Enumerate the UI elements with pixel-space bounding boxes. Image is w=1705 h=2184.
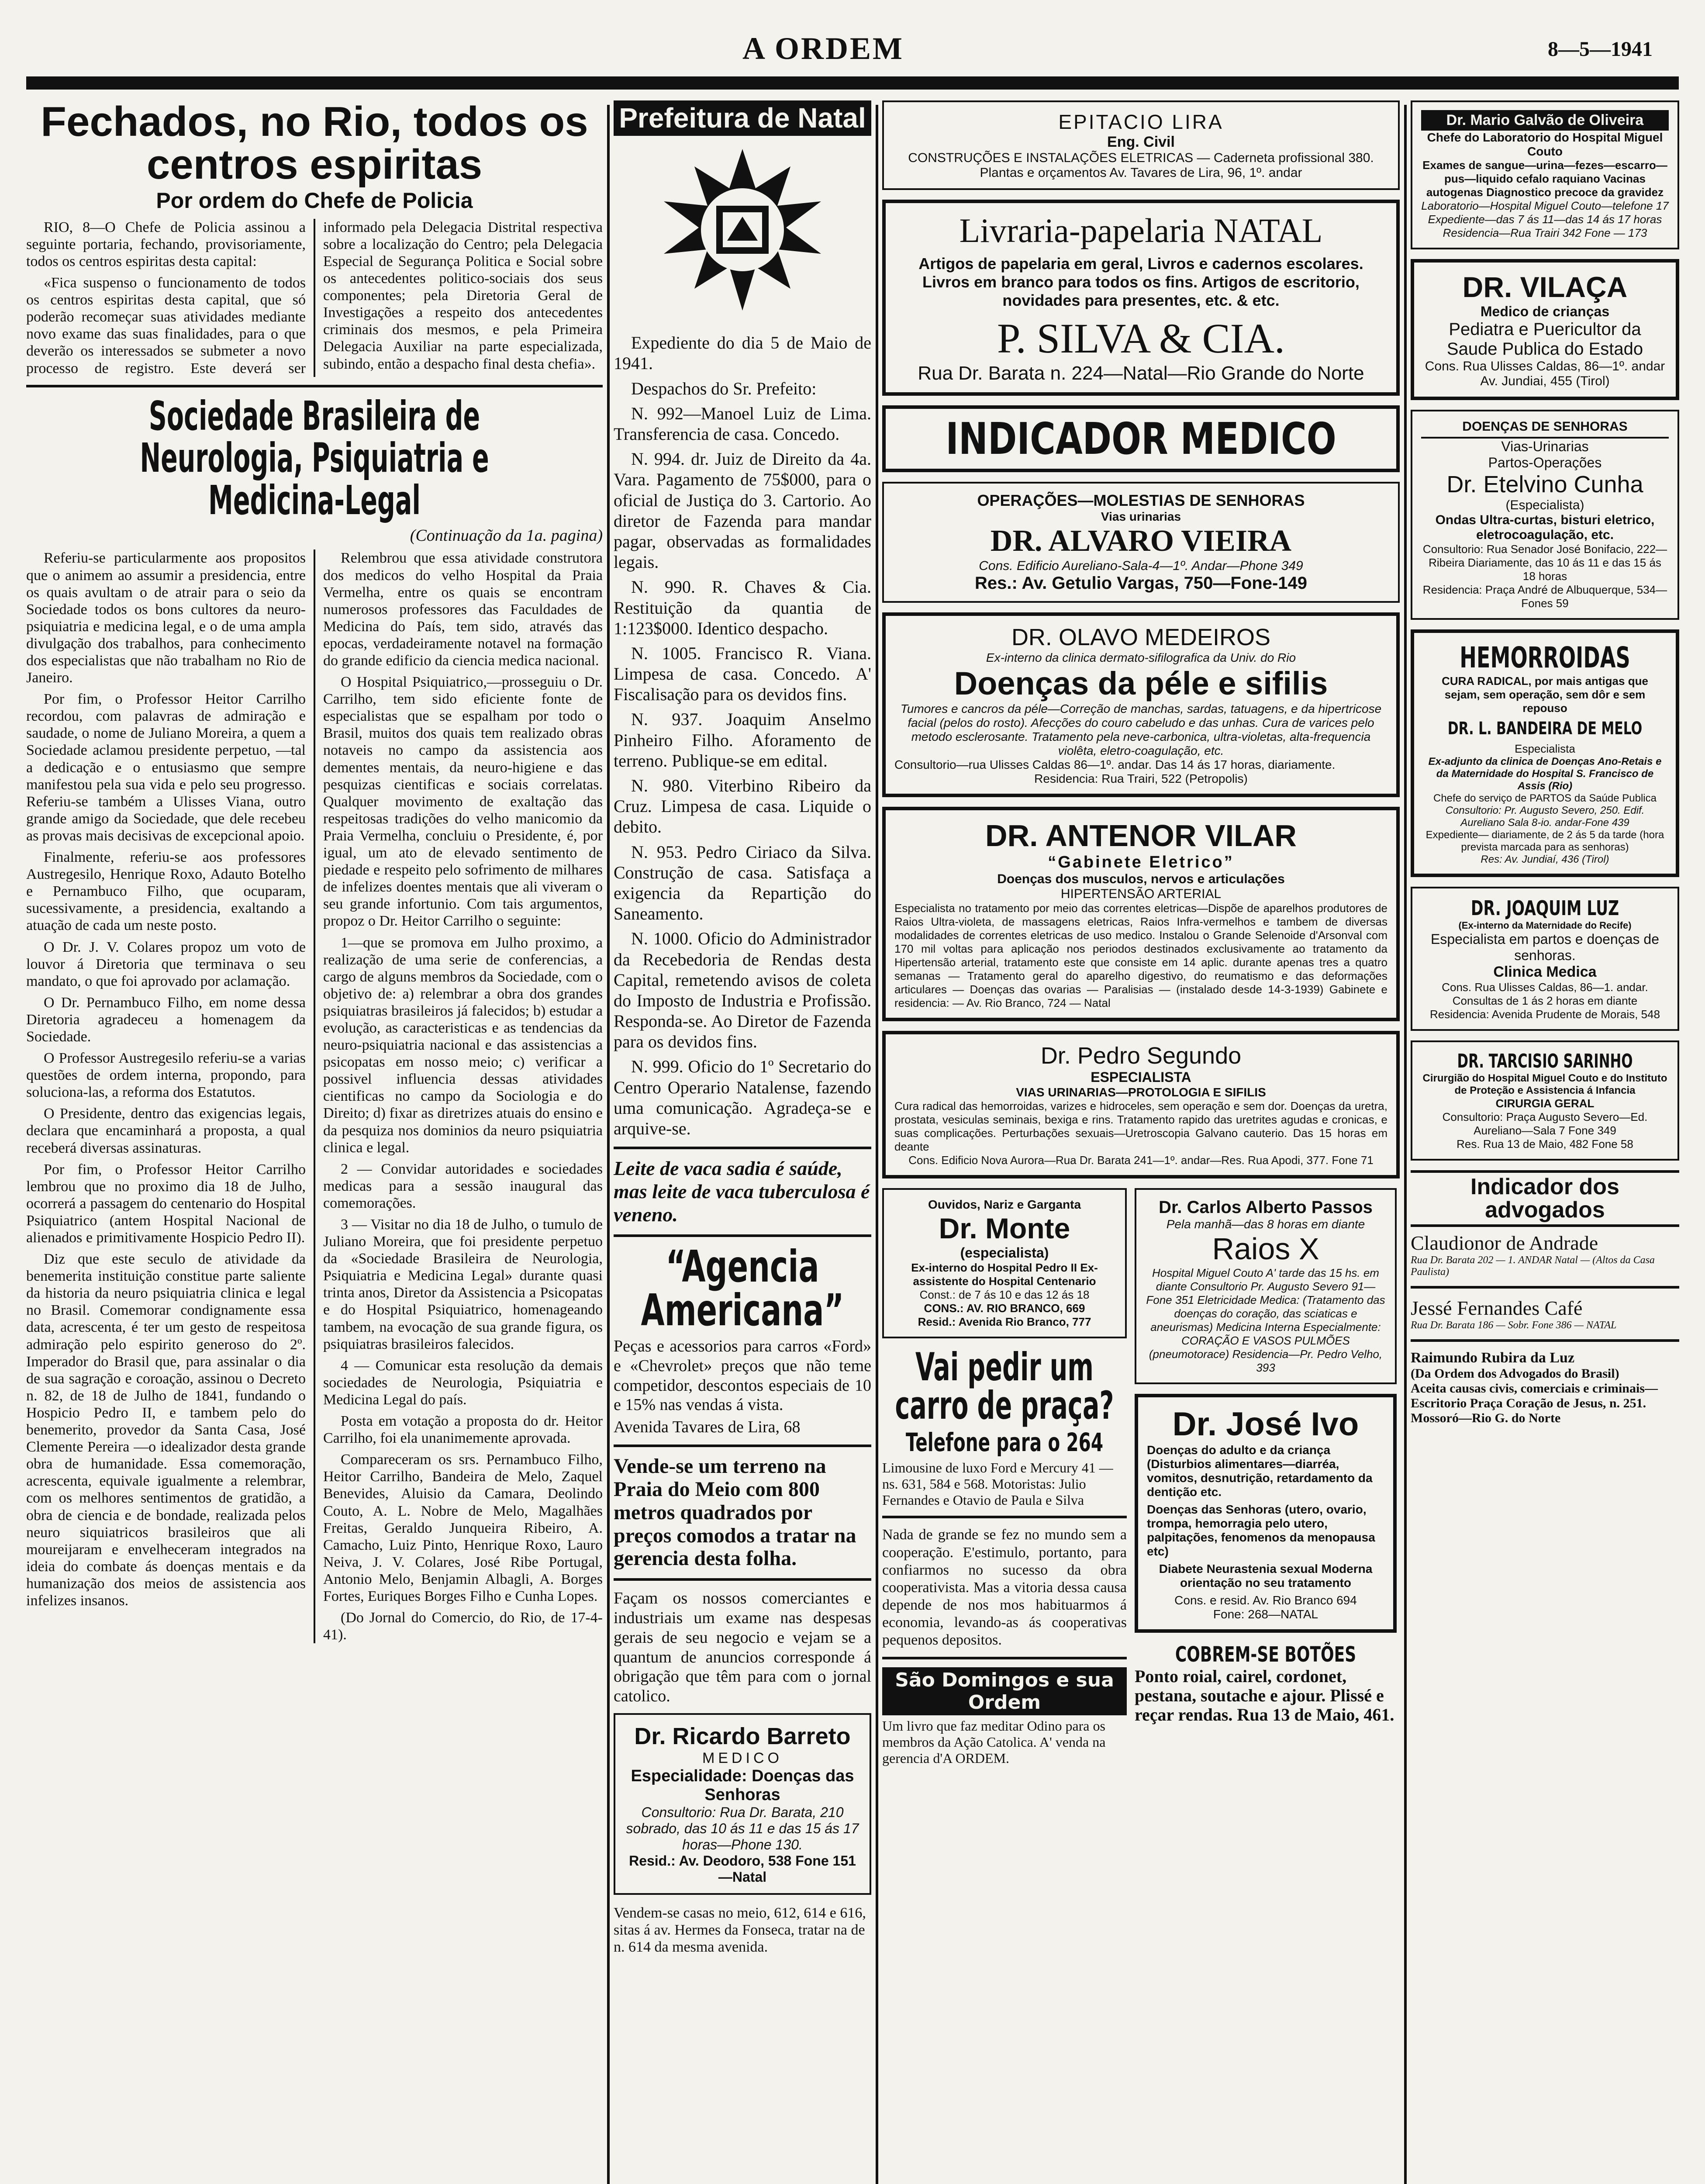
doctor-spec: Partos-Operações [1488, 455, 1602, 470]
despacho-item: N. 1005. Francisco R. Viana. Limpesa de casa. Concedo. A' Fiscalisação para os devidos fins. [614, 643, 871, 705]
oliveira-ad [1411, 100, 1679, 249]
doctor-spec: DOENÇAS DE SENHORAS [1421, 419, 1669, 439]
page-date: 8—5—1941 [1548, 38, 1653, 61]
despachos-label: Despachos do Sr. Prefeito: [631, 378, 817, 398]
section-rule [614, 1234, 871, 1237]
doctor-consult: Cons. e resid. Av. Rio Branco 694 [1174, 1593, 1357, 1607]
vieira-ad [882, 482, 1400, 603]
doctor-name: Dr. Mario Galvão de Oliveira [1421, 110, 1669, 131]
article-paragraph: Relembrou que essa atividade construtora dos medicos do velho Hospital da Praia Vermelha, entre os quais se encontram numerosos professores das Faculdades de Medicina do País, tem sido, através das epocas, verdadeiramente notavel na formação do grande edificio da ciencia medica nacional. [323, 550, 603, 669]
doctor-spec: Clinica Medica [1493, 964, 1597, 980]
despacho-item: N. 1000. Oficio do Administrador da Recebedoria de Rendas desta Capital, remetendo avisos de coleta do Imposto de Industria e Profissão. Responda-se. Ao Diretor de Fazenda para os devidos fins. [614, 929, 871, 1052]
doctor-spec: Pela manhã—das 8 horas em diante [1166, 1217, 1365, 1231]
article-paragraph: Por fim, o Professor Heitor Carrilho lembrou que no proximo dia 18 de Julho, ocorrerá a passagem do centenario do Hospital Psiquiatrico (antem Hospital Nacional de alienados e primitivamente Hospicio Pedro II). [26, 1161, 306, 1246]
lawyer-spec: (Da Ordem dos Advogados do Brasil) [1411, 1366, 1619, 1381]
article-paragraph: Diz que este seculo de atividade da benemerita instituição constitue parte saliente da historia da neuro psiquiatria clinica e legal no Brasil. Comemorar condignamente essa data, acrescenta, é ter um gesto de respeitosa admiração pelo espirito generoso do 2º. Imperador do Brasil que, para assinalar o dia de sua sagração e coroação, assinou o Decreto n. 82, de 18 de Julho de 1841, fundando o Hospicio Pedro II, e tambem pelo do benemerito, provedor da Santa Casa, José Clemente Pereira —o idealizador desta grande obra de humanidade. Essa comemoração, acrescenta, equivale igualmente a relembrar, com os melhores sentimentos de gratidão, a obra de ciencia e de bondade, realizada pelos neuro siquiatricos brasileiros que ali moureijaram e envelheceram integrados na ideia do combate ás doenças mentais e da humanização dos meios de assistencia aos infelizes insanos. [26, 1251, 306, 1609]
cobrem-text: Ponto roial, cairel, cordonet, pestana, soutache e ajour. Plissé e reçar rendas. Rua 13 de Maio, 461. [1135, 1666, 1394, 1724]
doctor-residence: Av. Jundiai, 455 (Tirol) [1480, 374, 1610, 388]
livraria-text: Artigos de papelaria em geral, Livros e cadernos escolares. Livros em branco para todos os fins. Artigos de escritorio, novidades para presentes, etc. & etc. [918, 255, 1363, 309]
carro-phone: Telefone para o 264 [905, 1427, 1104, 1457]
doctor-name: Dr. Pedro Segundo [1040, 1043, 1242, 1069]
article-paragraph: O Dr. J. V. Colares propoz um voto de louvor á Diretoria que terminava o seu mandato, o que foi aprovado por aclamação. [26, 939, 306, 989]
luz-ad [1411, 887, 1679, 1031]
doctor-name: Dr. Ricardo Barreto [634, 1723, 851, 1750]
doctor-spec: Chefe do serviço de PARTOS da Saúde Publica [1433, 792, 1657, 804]
ads-row [882, 1188, 1400, 1766]
column-divider [1404, 105, 1407, 2184]
cooperativa-notice: Nada de grande se fez no mundo sem a cooperação. E'estimulo, portanto, para confiarmos no sucesso da obra cooperativista. Mas a vitoria dessa causa depende de nos mos habituarmos á economia, levando-as ás cooperativas pequenos depositos. [882, 1527, 1127, 1648]
section-rule [882, 1657, 1127, 1659]
article-title: Sociedade Brasileira de Neurologia, Psiquiatria e Medicina-Legal [140, 392, 489, 524]
doctor-spec: Especialista [1515, 742, 1575, 755]
masthead: A ORDEM [742, 31, 904, 66]
doctor-residence: Residencia: Praça André de Albuquerque, 534—Fones 59 [1422, 583, 1667, 610]
article-paragraph: (Do Jornal do Comercio, do Rio, de 17-4-41). [323, 1610, 603, 1643]
doctor-spec: Medico de crianças [1480, 304, 1610, 319]
doctor-spec: MEDICO [702, 1750, 783, 1767]
ad-title: HEMORROIDAS [1460, 641, 1630, 674]
article-paragraph: 2 — Convidar autoridades e sociedades medicas para a sessão inaugural das comemorações. [323, 1161, 603, 1211]
column-divider [876, 105, 878, 2184]
city-emblem-icon [646, 140, 839, 324]
livraria-owner: P. SILVA & CIA. [997, 315, 1285, 362]
doctor-residence: Res. Rua 13 de Maio, 482 Fone 58 [1456, 1137, 1633, 1151]
doctor-residence: Res.: Av. Getulio Vargas, 750—Fone-149 [974, 574, 1307, 593]
doctor-spec: (Ex-interno da Maternidade do Recife) [1458, 920, 1632, 931]
section-rule [882, 1516, 1127, 1518]
vilar-ad [882, 807, 1400, 1021]
prefeitura-body [614, 332, 871, 1139]
despacho-item: N. 990. R. Chaves & Cia. Restituição da quantia de 1:123$000. Identico despacho. [614, 577, 871, 638]
doctor-consult: Cons. Rua Ulisses Caldas, 86—1º. andar [1425, 359, 1665, 373]
doctor-text: CURA RADICAL, por mais antigas que sejam, sem operação, sem dôr e sem repouso [1442, 674, 1648, 715]
article-paragraph: O Presidente, dentro das exigencias legais, declara que encaminhará a proposta, a qual receberá diversas assinaturas. [26, 1106, 306, 1156]
doctor-spec: ESPECIALISTA [1091, 1069, 1191, 1085]
doctor-residence: Res: Av. Jundiaí, 436 (Tirol) [1481, 854, 1609, 865]
doctor-consult: CONS.: AV. RIO BRANCO, 669 [924, 1302, 1085, 1315]
passos-ad [1135, 1188, 1397, 1384]
livraria-name: Livraria-papelaria NATAL [959, 211, 1323, 249]
doctor-text: Diabete Neurastenia sexual Moderna orientação no seu tratamento [1159, 1562, 1373, 1590]
doctor-name: DR. ANTENOR VILAR [985, 819, 1297, 853]
article-paragraph: Por fim, o Professor Heitor Carrilho recordou, com palavras de admiração e saudade, o nome de Juliano Moreira, a quem a Sociedade aclamou presidente perpetuo, —tal a dedicação e o entusiasmo que sempre manifestou pela sua vida e pelo seu progresso. Referiu-se também a Ulisses Viana, outro grande amigo da Sociedade, que dele recebeu as provas mais decisivas de excepcional apoio. [26, 691, 306, 844]
doctor-consult: Consultorio: Rua Dr. Barata, 210 sobrado, das 10 ás 11 e das 15 ás 17 horas—Phone 130. [626, 1804, 859, 1853]
continuation-note: (Continuação da 1a. pagina) [410, 526, 603, 545]
agencia-address: Avenida Tavares de Lira, 68 [614, 1418, 801, 1437]
doctor-hours: Expediente—das 7 ás 11—das 14 ás 17 horas [1428, 213, 1662, 226]
lawyer-address: Mossoró—Rio G. do Norte [1411, 1411, 1561, 1426]
livraria-address: Rua Dr. Barata n. 224—Natal—Rio Grande do Norte [918, 363, 1364, 384]
vilaca-ad [1411, 259, 1679, 400]
doctor-spec: Ex-interno da clinica dermato-sifilografica da Univ. do Rio [986, 651, 1296, 664]
ivo-ad [1135, 1394, 1397, 1633]
doctor-text: Tumores e cancros da péle—Correção de manchas, sardas, tatuagens, e da hipertricose facial (pelos do rosto). Afecções do couro cabeludo e das unhas. Cura de varices pelo metodo esclerosante. Tratamento pela neve-carbonica, ultra-violetas, alta-frequencia violêta, eletro-coagulação, etc. [900, 702, 1382, 757]
article-paragraph: O Dr. Pernambuco Filho, em nome dessa Diretoria agradeceu a homenagem da Sociedade. [26, 994, 306, 1045]
doctor-name: Dr. Carlos Alberto Passos [1159, 1198, 1373, 1217]
domingos-text: Um livro que faz meditar Odino para os membros da Ação Catolica. A' venda na gerencia d'A ORDEM. [882, 1718, 1106, 1766]
section-rule [614, 1444, 871, 1447]
doctor-consult: Cons. Rua Ulisses Caldas, 86—1. andar. Consultas de 1 ás 2 horas em diante [1442, 981, 1648, 1007]
doctor-spec: HIPERTENSÃO ARTERIAL [1060, 887, 1222, 901]
doctors-column [1411, 100, 1679, 2184]
vende-terreno-ad: Vende-se um terreno na Praia do Meio com 800 metros quadrados por preços comodos a tratar na gerencia desta folha. [614, 1455, 856, 1570]
doctor-spec: Cirurgião do Hospital Miguel Couto e do Instituto de Proteção e Assistencia á Infancia [1422, 1072, 1667, 1096]
doctor-text: Doenças do adulto e da criança (Disturbios alimentares—diarréa, vomitos, desnutrição, retardamento da dentição etc. [1147, 1443, 1373, 1499]
doctor-name: DR. VILAÇA [1462, 271, 1628, 303]
lawyer-name: Raimundo Rubira da Luz [1411, 1350, 1575, 1366]
prefeitura-title: Prefeitura de Natal [614, 100, 871, 136]
despacho-item: N. 994. dr. Juiz de Direito da 4a. Vara. Pagamento de 75$000, para o oficial de Justiça do 3. Cartorio. Ao diretor de Fazenda para mandar pagar, observadas as formalidades legais. [614, 449, 871, 572]
doctor-text: Especialista no tratamento por meio das correntes eletricas—Dispõe de aparelhos produtores de Raios Ultra-violeta, de massagens eletricas, Raios Infra-vermelhos e tambem de diversas modalidades de correntes eletricas de uso medico. Instalou o Grande Selenoide d'Arsonval com 170 mil voltas para aplicação nos periodos destinados exclusivamente ao tratamento da Hipertensão arterial, tratamento este que consiste em 14 aplic. durante apenas tres a quatro semanas — Tratamento geral do aparelho digestivo, do reumatismo e das deformações articulares — Doenças das ovarias — Paralisias — (instalado desde 14-3-1939) Gabinete e residencia: — Av. Rio Branco, 724 — Natal [894, 902, 1387, 1009]
doctor-consult: Laboratorio—Hospital Miguel Couto—telefone 17 [1421, 199, 1669, 212]
article-title: Fechados, no Rio, todos os centros espiritas [41, 98, 588, 188]
article-paragraph: O Professor Austregesilo referiu-se a varias questões de ordem interna, propondo, para soluciona-las, a reforma dos Estatutos. [26, 1050, 306, 1101]
doctor-text: Ex-interno do Hospital Pedro II Ex-assistente do Hospital Centenario [911, 1261, 1098, 1288]
vendem-ad: Vendem-se casas no meio, 612, 614 e 616, sitas á av. Hermes da Fonseca, tratar na de n. 614 da mesma avenida. [614, 1905, 866, 1956]
article-body [26, 549, 603, 1643]
doctor-spec: Vias urinarias [1101, 510, 1181, 523]
article-paragraph: Referiu-se particularmente aos propositos que o animem ao assumir a presidencia, entre os quais avultam o de atrair para o seio da Sociedade todos os bons cultores da neuro-psiquiatria e medicina legal, e o de uma ampla divulgação dos trabalhos, para conhecimento dos especialistas que não trabalham no Rio de Janeiro. [26, 550, 306, 686]
doctor-phone: Fone: 268—NATAL [1213, 1607, 1318, 1621]
article-subtitle: Por ordem do Chefe de Policia [156, 188, 473, 213]
doctor-name: DR. L. BANDEIRA DE MELO [1447, 719, 1643, 739]
engineer-text: CONSTRUÇÕES E INSTALAÇÕES ELETRICAS — Caderneta profissional 380. Plantas e orçamentos Av. Tavares de Lira, 96, 1º. andar [908, 151, 1374, 180]
doctor-name: Dr. Etelvino Cunha [1446, 471, 1643, 498]
articles-column [26, 100, 603, 2184]
doctor-name: Dr. José Ivo [1172, 1406, 1359, 1443]
engineer-role: Eng. Civil [1107, 134, 1175, 150]
doctor-name: DR. JOAQUIM LUZ [1470, 896, 1619, 920]
carro-title: Vai pedir um carro de praça? [895, 1344, 1114, 1428]
doctor-spec: Especialista em partos e doenças de senhoras. [1431, 931, 1659, 963]
facam-notice: Façam os nossos comerciantes e industriais um exame nas despesas gerais de seu negocio e vejam se a quantum de anuncios corresponde á obrigação que têm para com o jornal catolico. [614, 1589, 871, 1706]
hemorroidas-ad [1411, 629, 1679, 877]
agencia-americana-ad [614, 1241, 871, 1437]
doctor-text: Doenças das Senhoras (utero, ovario, trompa, hemorragia pelo utero, palpitações, fenomenos da menopausa etc) [1147, 1503, 1375, 1558]
prefeitura-column [614, 100, 871, 2184]
section-rule [614, 1578, 871, 1581]
doctor-consult: Const.: de 7 ás 10 e das 12 ás 18 [919, 1288, 1090, 1301]
doctor-consult: Consultorio—rua Ulisses Caldas 86—1º. andar. Das 14 ás 17 horas, diariamente. [894, 758, 1336, 771]
doctor-spec: Raios X [1212, 1232, 1319, 1266]
medeiros-ad [882, 612, 1400, 797]
doctor-spec: Ex-adjunto da clinica de Doenças Ano-Retais e da Maternidade do Hospital S. Francisco de Assis (Rio) [1428, 756, 1662, 792]
cobrem-title: COBREM-SE BOTÕES [1175, 1642, 1356, 1667]
cunha-ad [1411, 410, 1679, 620]
section-rule [1411, 1286, 1679, 1289]
ads-subcolumn [1135, 1188, 1397, 1766]
doctor-spec: Especialidade: Doenças das Senhoras [631, 1767, 854, 1804]
doctor-residence: Residencia: Rua Trairi, 522 (Petropolis) [1034, 772, 1248, 785]
monte-ad [882, 1188, 1127, 1338]
doctor-name: DR. TARCISIO SARINHO [1457, 1050, 1633, 1072]
engineer-name: EPITACIO LIRA [1058, 111, 1224, 133]
expediente-intro: Expediente do dia 5 de Maio de 1941. [614, 333, 871, 373]
barreto-ad [614, 1713, 871, 1895]
article-paragraph: Compareceram os srs. Pernambuco Filho, Heitor Carrilho, Bandeira de Melo, Zaquel Benevides, Aluisio da Camara, Deolindo Couto, A. L. Nobre de Melo, Magalhães Freitas, Geraldo Junqueira Ribeiro, A. Camacho, Luiz Pinto, Henrique Roxo, Lauro Neiva, J. V. Colares, José Ribe Portugal, Antonio Melo, Benjamin Albagli, A. Borges Fortes, Euriques Borges Filho e Cunha Lopes. [323, 1451, 603, 1604]
doctor-residence: Resid.: Av. Deodoro, 538 Fone 151—Natal [629, 1853, 856, 1885]
doctor-name: DR. OLAVO MEDEIROS [1011, 624, 1271, 650]
article-body [26, 219, 603, 377]
doctor-spec: Ouvidos, Nariz e Garganta [928, 1198, 1081, 1211]
lawyer-address: Rua Dr. Barata 186 — Sobr. Fone 386 — NATAL [1411, 1320, 1617, 1331]
article-paragraph: 1—que se promova em Julho proximo, a realização de uma serie de conferencias, a cargo de alguns membros da Sociedade, com o objetivo de: a) relembrar a obra dos grandes psiquiatras brasileiros já falecidos; b) estudar a evolução, as caracteristicas e as tendencias da neuro-psiquiatria nacional e das assistencias a psicopatas em nosso meio; c) verificar a possivel influencia dessas atividades cientificas no campo da Sociologia e do Direito; d) fixar as diretrizes atuais do ensino e da pesquiza nos dominios da neuro psiquiatria clinica e legal. [323, 934, 603, 1156]
lawyer-name: Claudionor de Andrade [1411, 1232, 1598, 1254]
section-rule [1411, 1339, 1679, 1342]
doctor-text: Cura radical das hemorroidas, varizes e hidroceles, sem operação e sem dor. Doenças da uretra, prostata, vesiculas seminais, bexiga e rins. Tratamento rapido das uretrites agudas e cronicas, e suas complicações. Perturbações sexuais—Uretroscopia Galvano cauterio. Das 15 horas em deante [894, 1099, 1387, 1153]
indicador-medico-title [882, 405, 1400, 472]
doctor-spec: Chefe do Laboratorio do Hospital Miguel Couto [1427, 131, 1663, 158]
doctor-spec: (Especialista) [1505, 498, 1584, 512]
carro-ad [882, 1344, 1127, 1508]
despacho-item: N. 980. Viterbino Ribeiro da Cruz. Limpesa de casa. Liquide o debito. [614, 776, 871, 837]
doctor-name: DR. ALVARO VIEIRA [990, 524, 1292, 558]
ads-column [882, 100, 1400, 2184]
despachos-list [614, 403, 871, 1139]
article-paragraph: Finalmente, referiu-se aos professores Austregesilo, Henrique Roxo, Adauto Botelho e Pernambuco Filho, que ocuparam, sucessivamente, a presidencia, exaltando a atuação de cada um neste posto. [26, 849, 306, 934]
doctor-spec: Doenças da péle e sifilis [954, 665, 1328, 702]
header-rule [26, 76, 1679, 90]
section-rule [614, 1147, 871, 1149]
doctor-text: Exames de sangue—urina—fezes—escarro—pus—liquido cefalo raquiano Vacinas autogenas Diagnostico precoce da gravidez [1422, 159, 1667, 199]
article-paragraph: O Hospital Psiquiatrico,—prosseguiu o Dr. Carrilho, tem sido eficiente fonte de especialistas que se espalham por todo o Brasil, muitos dos quais tem realizado obras notaveis no campo da assistencia aos dementes mentais, da neuro-higiene e das pesquizas cientificas e sociais correlatas. Qualquer movimento de exaltação das respeitosas tradições do velho manicomio da Praia Vermelha, concluiu o Presidente, é, por igual, um ato de elevado sentimento de piedade e respeito pelo sofrimento de milhares de infelizes doentes mentais que ali viveram o seu grande infortunio. Com tais argumentos, propoz o Dr. Heitor Carrilho o seguinte: [323, 674, 603, 930]
ads-subcolumn [882, 1188, 1127, 1766]
doctor-spec: VIAS URINARIAS—PROTOLOGIA E SIFILIS [1016, 1085, 1266, 1099]
doctor-consult: Consultorio: Pr. Augusto Severo, 250. Edif. Aureliano Sala 8-io. andar-Fone 439 [1445, 805, 1645, 829]
livraria-ad [882, 200, 1400, 396]
doctor-text: Ondas Ultra-curtas, bisturi eletrico, eletrocoagulação, etc. [1435, 513, 1655, 542]
doctor-spec: Vias-Urinarias [1501, 439, 1589, 454]
epitacio-ad [882, 100, 1400, 190]
leite-notice: Leite de vaca sadia é saúde, mas leite de vaca tuberculosa é veneno. [614, 1157, 870, 1226]
doctor-residence: Resid.: Avenida Rio Branco, 777 [918, 1315, 1091, 1328]
sarinho-ad [1411, 1040, 1679, 1161]
lawyer-text: Aceita causas civis, comerciais e criminais—Escritorio Praça Coração de Jesus, n. 251. [1411, 1381, 1658, 1411]
agencia-title: “Agencia Americana” [641, 1241, 844, 1336]
doctor-spec: “Gabinete Eletrico” [1048, 853, 1234, 871]
segundo-ad [882, 1031, 1400, 1178]
domingos-ad [882, 1667, 1127, 1766]
doctor-spec: Pediatra e Puericultor da Saude Publica do Estado [1446, 320, 1643, 359]
article-paragraph: RIO, 8—O Chefe de Policia assinou a seguinte portaria, fechando, provisoriamente, todos os centros espiritas desta capital: [26, 219, 306, 270]
agencia-text: Peças e acessorios para carros «Ford» e «Chevrolet» preços que não teme competidor, descontos especiais de 10 e 15% nas vendas á vista. [614, 1337, 871, 1414]
despacho-item: N. 992—Manoel Luiz de Lima. Transferencia de casa. Concedo. [614, 403, 871, 444]
section-rule [26, 385, 603, 387]
column-divider [607, 105, 610, 2184]
carro-text: Limousine de luxo Ford e Mercury 41 — ns. 631, 584 e 568. Motoristas: Julio Fernandes e Otavio de Paula e Silva [882, 1460, 1113, 1508]
article-centros-espiritas [26, 100, 603, 377]
doctor-residence: Residencia: Avenida Prudente de Morais, 548 [1429, 1008, 1660, 1021]
doctor-consult: Cons. Edificio Nova Aurora—Rua Dr. Barata 241—1º. andar—Res. Rua Apodi, 377. Fone 71 [908, 1154, 1374, 1167]
doctor-spec: Doenças dos musculos, nervos e articulações [997, 872, 1285, 886]
doctor-consult: Consultorio: Rua Senador José Bonifacio, 222—Ribeira Diariamente, das 10 ás 11 e das 15 ás 18 horas [1422, 543, 1667, 583]
doctor-spec: OPERAÇÕES—MOLESTIAS DE SENHORAS [977, 491, 1305, 509]
lawyer-address: Rua Dr. Barata 202 — 1. ANDAR Natal — (Altos da Casa Paulista) [1411, 1254, 1655, 1278]
section-title: Indicador dos advogados [1411, 1170, 1679, 1227]
article-paragraph: «Fica suspenso o funcionamento de todos os centros espiritas desta capital, que só poderão recomeçar suas atividades mediante novo exame das suas finalidades, para o que deverão os interessados se submeter a novo processo de registro. Este deverá ser informado pela Delegacia Distrital respectiva sobre a localização do Centro; pela Delegacia Especial de Segurança Politica e Social sobre os antecedentes politico-sociais dos seus componentes; pela Diretoria Geral de Investigações a respeito dos antecedentes criminais dos mesmos, e pela Primeira Delegacia Auxiliar na parte especializada, subindo, então a despacho final desta chefia». [26, 219, 603, 377]
article-paragraph: Posta em votação a proposta do dr. Heitor Carrilho, foi ela unanimemente aprovada. [323, 1413, 603, 1447]
doctor-hours: Expediente— diariamente, de 2 ás 5 da tarde (hora prevista marcada para as senhoras) [1425, 829, 1664, 853]
doctor-name: Dr. Monte [939, 1212, 1070, 1244]
article-paragraph: 4 — Comunicar esta resolução da demais sociedades de Neurologia, Psiquiatria e Medicina Legal do país. [323, 1357, 603, 1408]
article-paragraph: 3 — Visitar no dia 18 de Julho, o tumulo de Juliano Moreira, que foi presidente perpetuo da «Sociedade Brasileira de Neurologia, Psiquiatria e Medicina Legal» durante quasi trinta anos, Diretor da Assistencia a Psicopatas e do Hospital Psiquiatrico, homenageando tambem, na evocação de sua grande figura, os psiquiatras brasileiros falecidos. [323, 1216, 603, 1352]
advogados-section [1411, 1170, 1679, 1426]
doctor-residence: Residencia—Rua Trairi 342 Fone — 173 [1443, 226, 1647, 239]
section-title: INDICADOR MEDICO [946, 413, 1336, 464]
despacho-item: N. 999. Oficio do 1º Secretario do Centro Operario Natalense, fazendo uma comunicação. Agradeça-se e arquive-se. [614, 1057, 871, 1139]
doctor-text: Hospital Miguel Couto A' tarde das 15 hs. em diante Consultorio Pr. Augusto Severo 91—Fone 351 Eletricidade Medica: (Tratamento das doenças do coração, das sciaticas e aneurismas) Medicina Interna Especialmente: CORAÇÃO E VASOS PULMÕES (pneumotorace) Residencia—Pr. Pedro Velho, 393 [1146, 1266, 1385, 1374]
despacho-item: N. 953. Pedro Ciriaco da Silva. Construção de casa. Satisfaça a exigencia da Repartição do Saneamento. [614, 842, 871, 924]
doctor-consult: Consultorio: Praça Augusto Severo—Ed. Aureliano—Sala 7 Fone 349 [1442, 1110, 1648, 1137]
doctor-spec: CIRURGIA GERAL [1495, 1097, 1595, 1110]
lawyer-name: Jessé Fernandes Café [1411, 1297, 1583, 1320]
doctor-consult: Cons. Edificio Aureliano-Sala-4—1º. Andar—Phone 349 [979, 559, 1303, 573]
article-sociedade-neurologia [26, 392, 603, 1644]
page-header [0, 0, 1705, 100]
cobrem-ad [1135, 1642, 1397, 1724]
despacho-item: N. 937. Joaquim Anselmo Pinheiro Filho. Aforamento de terreno. Publique-se em edital. [614, 709, 871, 771]
domingos-title: São Domingos e sua Ordem [882, 1667, 1127, 1715]
doctor-spec: (especialista) [960, 1245, 1049, 1261]
